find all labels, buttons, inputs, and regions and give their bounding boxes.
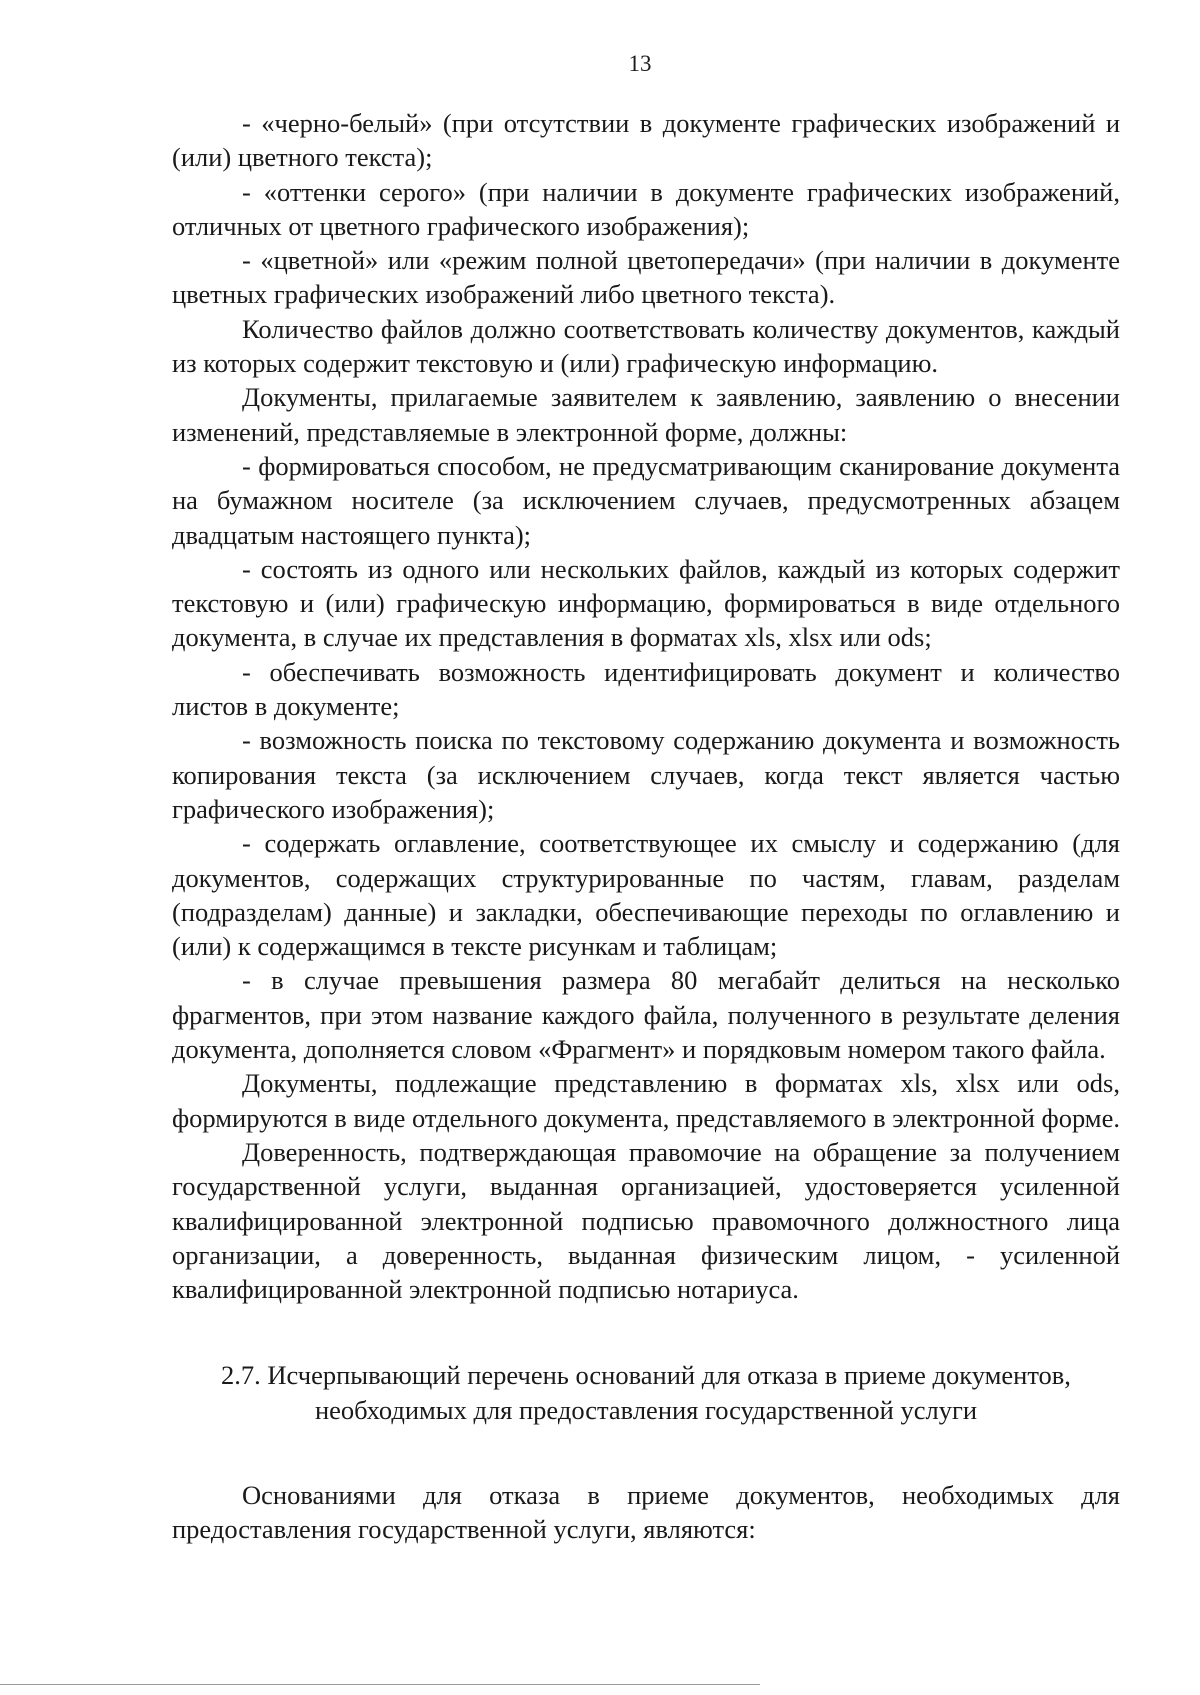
list-item-no-scanning: - формироваться способом, не предусматривающим сканирование документа на бумажном носителе (за исключением случаев, предусмотренных абзацем двадцатым настоящего пункта); (172, 450, 1120, 550)
list-item-file-composition: - состоять из одного или нескольких файлов, каждый из которых содержит текстовую и (или) графическую информацию, формироваться в виде отдельного документа, в случае их представления в форматах xls, xlsx или ods; (172, 553, 1120, 653)
paragraph-color-mode: - «цветной» или «режим полной цветопередачи» (при наличии в документе цветных графических изображений либо цветного текста). (172, 245, 1120, 310)
paragraph-bw-mode: - «черно-белый» (при отсутствии в документе графических изображений и (или) цветного текста); (172, 108, 1120, 173)
paragraph-grayscale-mode: - «оттенки серого» (при наличии в документе графических изображений, отличных от цветного графического изображения); (172, 176, 1120, 241)
paragraph-power-of-attorney: Доверенность, подтверждающая правомочие на обращение за получением государственной услуги, выданная организацией, удостоверяется усиленной квалифицированной электронной подписью правомочного должностного лица организации, а доверенность, выданная физическим лицом, - усиленной квалифицированной электронной подписью нотариуса. (172, 1136, 1120, 1305)
scan-edge-line (0, 1684, 760, 1685)
list-item-identification: - обеспечивать возможность идентифицировать документ и количество листов в документе; (172, 656, 1120, 722)
page-number: 13 (628, 51, 652, 76)
list-item-table-of-contents: - содержать оглавление, соответствующее их смыслу и содержанию (для документов, содержащих структурированные по частям, главам, разделам (подразделам) данные) и закладки, обеспечивающие переходы по оглавлению и (или) к содержащимся в тексте рисункам и таблицам; (172, 828, 1120, 962)
paragraph-file-count: Количество файлов должно соответствовать количеству документов, каждый из которых содержит текстовую и (или) графическую информацию. (172, 313, 1120, 379)
section-heading-line-2: необходимых для предоставления государственной услуги (314, 1394, 978, 1425)
document-body (172, 106, 1120, 1547)
paragraph-electronic-requirements: Документы, прилагаемые заявителем к заявлению, заявлению о внесении изменений, представляемые в электронной форме, должны: (172, 382, 1120, 447)
paragraph-spreadsheet-formats: Документы, подлежащие представлению в форматах xls, xlsx или ods, формируются в виде отдельного документа, представляемого в электронной форме. (172, 1068, 1120, 1133)
list-item-text-search: - возможность поиска по текстовому содержанию документа и возможность копирования текста (за исключением случаев, когда текст является частью графического изображения); (172, 725, 1120, 824)
list-item-size-limit: - в случае превышения размера 80 мегабайт делиться на несколько фрагментов, при этом название каждого файла, полученного в результате деления документа, дополняется словом «Фрагмент» и порядковым номером такого файла. (172, 965, 1120, 1065)
section-heading-line-1: 2.7. Исчерпывающий перечень оснований для отказа в приеме документов, (221, 1360, 1071, 1391)
section-heading (172, 1358, 1120, 1427)
paragraph-refusal-grounds: Основаниями для отказа в приеме документов, необходимых для предоставления государственной услуги, являются: (172, 1479, 1120, 1545)
